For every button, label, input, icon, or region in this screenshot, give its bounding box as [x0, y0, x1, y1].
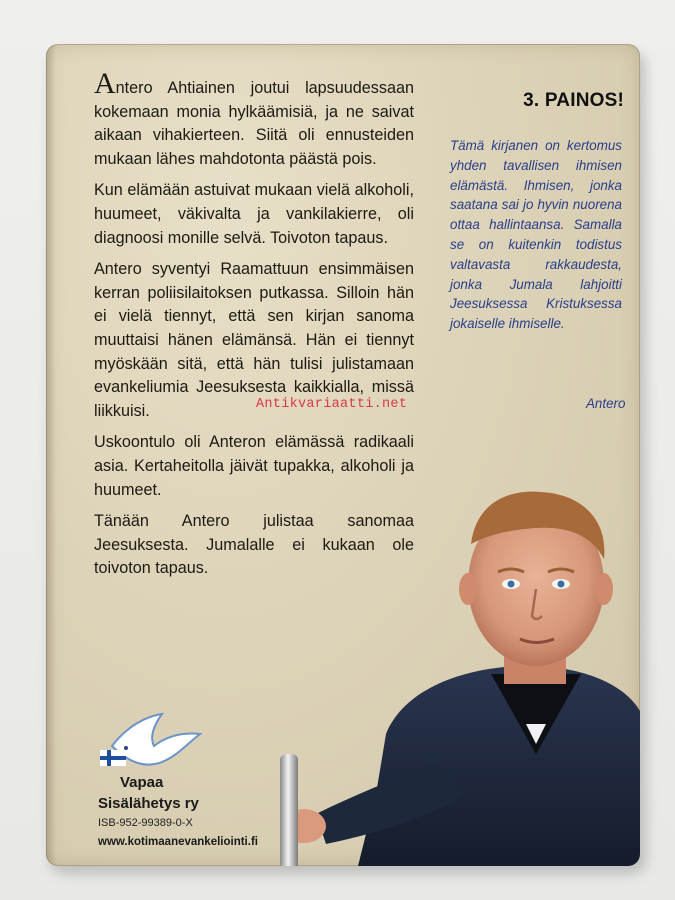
edition-label: 3. PAINOS! [523, 90, 624, 111]
blurb-paragraph-5: Tänään Antero julistaa sanomaa Jeesuksesta. Jumalalle ei kukaan ole toivoton tapaus. [94, 512, 414, 578]
publisher-name [98, 772, 199, 814]
finnish-flag-icon [100, 750, 126, 766]
author-photo [236, 434, 640, 866]
author-quote: Tämä kirjanen on kertomus yhden tavallisen ihmisen elämästä. Ihmisen, jonka saatana sai jo hyvin nuorena ottaa hallintaansa. Samalla se on kuitenkin todistus valtavasta rakkaudesta, jonka Jumala lahjoitti Jeesuksessa Kristuksessa jokaiselle ihmiselle. [450, 138, 622, 332]
quote-signature: Antero [586, 396, 626, 411]
book-back-cover [46, 44, 640, 866]
isbn: ISB-952-99389-0-X [98, 817, 193, 829]
blurb-paragraph-3: Antero syventyi Raamattuun ensimmäisen kerran poliisilaitoksen putkassa. Silloin hän ei vielä tiennyt, että sen kirjan sanoma muuttaisi hänen elämänsä. Hän ei tiennyt myöskään sitä, että hän tulisi julistamaan evankeliumia Jeesuksesta kaikkialla, missä liikkuisi. [94, 260, 414, 420]
dropcap: A [94, 67, 116, 100]
publisher-line-1: Vapaa [120, 774, 164, 791]
blurb-paragraph-2: Kun elämään astuivat mukaan vielä alkoholi, huumeet, väkivalta ja vankilakierre, oli diagnoosi monille selvä. Toivoton tapaus. [94, 181, 414, 247]
watermark: Antikvariaatti.net [256, 397, 408, 412]
blurb-paragraph-1 [94, 67, 414, 171]
publisher-line-2: Sisälähetys ry [98, 795, 199, 812]
blurb-paragraph-4: Uskoontulo oli Anteron elämässä radikaali asia. Kertaheitolla jäivät tupakka, alkoholi ja huumeet. [94, 433, 414, 499]
paragraph-text: ntero Ahtiainen joutui lapsuudessaan kokemaan monia hylkäämisiä, ja ne saivat aikaan vihakierteen. Siitä oli ennusteiden mukaan lähes mahdotonta päästä pois. [94, 79, 414, 168]
website-url: www.kotimaanevankeliointi.fi [98, 836, 258, 848]
